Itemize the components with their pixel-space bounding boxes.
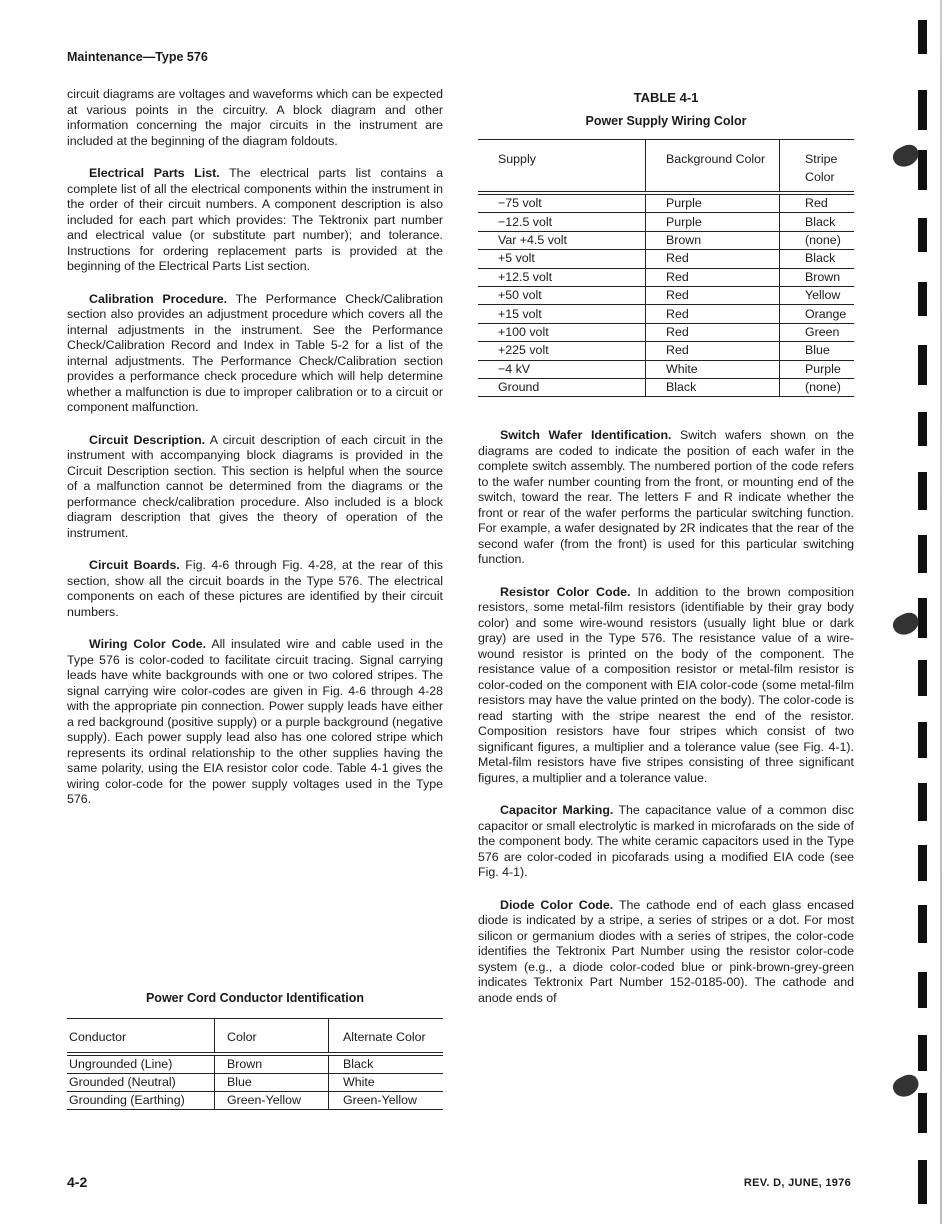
section-heading: Circuit Description.	[89, 432, 206, 447]
section-heading: Switch Wafer Identification.	[500, 428, 672, 442]
column-header-background-color: Background Color	[646, 140, 780, 194]
cell-background: Red	[646, 323, 780, 341]
binder-mark	[918, 845, 927, 881]
table-row	[478, 231, 854, 249]
table-row	[478, 286, 854, 304]
cell-background: Red	[646, 305, 780, 323]
section-heading: Circuit Boards.	[89, 558, 180, 572]
section-heading: Electrical Parts List.	[89, 166, 220, 180]
binder-mark	[918, 1160, 927, 1204]
binder-mark	[918, 598, 927, 638]
left-column	[67, 87, 443, 808]
power-supply-wiring-color-table	[478, 139, 854, 397]
section-body: The cathode end of each glass encased diode is indicated by a stripe, a series of stripes or a dot. For most silicon or germanium diodes with a series of stripes, the color-code identifies the Tektronix Part Number using the resistor color-code system (e.g., a diode color-coded blue or pink-brown-grey-green indicates Tektronix Part Number 152-0185-00). The cathode and anode ends of	[478, 897, 855, 1005]
section-body: The capacitance value of a common disc capacitor or small electrolytic is marked in microfarads on the side of the component body. The white ceramic capacitors used in the Type 576 are color-coded in picofarads using a modified EIA code (see Fig. 4-1).	[478, 803, 855, 879]
column-header-conductor: Conductor	[69, 1030, 127, 1044]
section-body: The Performance Check/Calibration section also provides an adjustment procedure which covers all the internal adjustments in the instrument. See the Performance Check/Calibration Record and Index in Table 5-2 for a list of the internal adjustments. The Performance Check/Calibration section provides a performance check procedure which will help determine whether a malfunction is due to improper calibration or to a circuit or component malfunction.	[67, 291, 444, 414]
table-row	[478, 213, 854, 231]
section-heading: Resistor Color Code.	[500, 584, 631, 599]
section-electrical-parts-list	[67, 166, 443, 275]
power-cord-table-title: Power Cord Conductor Identification	[145, 991, 365, 1005]
cell-supply: +12.5 volt	[498, 269, 553, 284]
section-heading: Capacitor Marking.	[500, 803, 614, 817]
table-4-1-title: Power Supply Wiring Color	[585, 114, 747, 128]
cell-background: Red	[646, 268, 780, 286]
cell-background: White	[646, 360, 780, 378]
cell-color: Blue	[215, 1074, 329, 1092]
page-number: 4-2	[67, 1174, 88, 1190]
section-body: All insulated wire and cable used in the Type 576 is color-coded to facilitate circuit tracing. Signal carrying leads have white backgrounds with one or two colored stripes. The signal carrying wire color-codes are given in Fig. 4-6 through 4-28 with the appropriate pin connection. Power supply leads have either a red background (positive supply) or a purple background (negative supply). Each power supply lead also has one colored stripe which represents its ordinal relationship to the other supplies having the same polarity, using the EIA resistor color code. Table 4-1 gives the wiring color-code for the power supply voltages used in the Type 576.	[67, 637, 444, 806]
cell-background: Purple	[646, 193, 780, 213]
table-row	[478, 342, 854, 360]
binder-mark	[918, 535, 927, 573]
cell-background: Red	[646, 286, 780, 304]
intro-paragraph: circuit diagrams are voltages and waveforms which can be expected at various points in the circuitry. A block diagram and other information concerning the major circuits in the instrument are included at the beginning of the diagram foldouts.	[67, 87, 443, 148]
section-heading: Diode Color Code.	[500, 897, 614, 912]
cell-supply: −12.5 volt	[498, 214, 553, 229]
section-wiring-color-code	[67, 637, 443, 808]
cell-background: Black	[646, 378, 780, 396]
cell-stripe: (none)	[805, 232, 841, 247]
binder-mark	[918, 660, 927, 696]
cell-stripe: Purple	[805, 361, 841, 376]
section-body: Fig. 4-6 through Fig. 4-28, at the rear of this section, show all the circuit boards in the Type 576. The electrical components on each of these pictures are identified by their circuit numbers.	[67, 558, 443, 619]
table-row	[478, 250, 854, 268]
section-body: In addition to the brown composition resistors, some metal-film resistors (identifiable by their gray body color) and some wire-wound resistors (usually light blue or dark gray) are used in the Type 576. The resistance value of a wire-wound resistor is printed on the body of the component. The resistance value of a composition resistor or metal-film resistor is color-coded on the component with EIA color-code (some metal-film resistors may have the value printed on the body). The color-code is read starting with the stripe nearest the end of the resistor. Composition resistors have four stripes which consist of two significant figures, a multiplier and a tolerance value (see Fig. 4-1). Metal-film resistors have five stripes consisting of three significant figures, a multiplier and a tolerance value.	[478, 584, 854, 785]
table-row	[478, 360, 854, 378]
section-resistor-color-code	[478, 585, 854, 787]
binder-mark	[918, 90, 927, 130]
binder-mark	[918, 905, 927, 943]
section-capacitor-marking	[478, 803, 854, 881]
cell-alternate-color: Black	[343, 1057, 374, 1071]
cell-conductor: Grounding (Earthing)	[69, 1093, 185, 1107]
binder-mark	[918, 282, 927, 316]
table-row	[478, 378, 854, 396]
cell-supply: Var +4.5 volt	[498, 232, 567, 247]
cell-conductor: Ungrounded (Line)	[69, 1057, 173, 1071]
power-cord-conductor-table	[67, 1018, 443, 1110]
binder-mark	[918, 218, 927, 252]
table-row	[478, 305, 854, 323]
cell-supply: +225 volt	[498, 343, 549, 358]
table-header-row	[67, 1019, 443, 1055]
cell-color: Brown	[215, 1054, 329, 1074]
section-body: The electrical parts list contains a complete list of all the electrical components within the instrument in the order of their circuit numbers. A component description is also included for each part which provides: The Tektronix part number and electrical value (or substitute part number); and tolerance. Instructions for ordering replacement parts is provided at the beginning of the Electrical Parts List section.	[67, 166, 443, 273]
binder-mark	[918, 472, 927, 510]
binder-mark	[918, 20, 927, 54]
section-heading: Calibration Procedure.	[89, 291, 228, 306]
binder-mark	[918, 150, 927, 190]
binder-mark	[918, 1093, 927, 1133]
table-row	[478, 268, 854, 286]
section-calibration-procedure	[67, 292, 443, 416]
table-4-1-number: TABLE 4-1	[633, 90, 699, 105]
binder-mark	[918, 722, 927, 758]
section-diode-color-code	[478, 898, 854, 1007]
table-row	[478, 323, 854, 341]
cell-supply: +100 volt	[498, 324, 549, 339]
cell-stripe: Yellow	[805, 288, 841, 303]
cell-stripe: Blue	[805, 343, 830, 358]
cell-supply: −75 volt	[498, 196, 542, 211]
column-header-supply: Supply	[498, 152, 536, 166]
section-switch-wafer-identification	[478, 428, 854, 568]
cell-stripe: Red	[805, 196, 828, 211]
table-header-row	[478, 140, 854, 194]
cell-stripe: Brown	[805, 269, 841, 284]
binder-mark	[918, 972, 927, 1008]
binder-mark	[918, 783, 927, 821]
running-header: Maintenance—Type 576	[67, 50, 208, 64]
cell-background: Purple	[646, 213, 780, 231]
revision-date: REV. D, JUNE, 1976	[743, 1177, 851, 1189]
cell-supply: +5 volt	[498, 251, 535, 266]
section-body: Switch wafers shown on the diagrams are coded to indicate the position of each wafer in the complete switch assembly. The numbered portion of the code refers to the wafer number counting from the front, or mounting end of the switch, toward the rear. The letters F and R indicate whether the front or rear of the wafer performs the particular switching function. For example, a wafer designated by 2R indicates that the rear of the second wafer (from the front) is used for this particular switching function.	[478, 428, 854, 566]
section-heading: Wiring Color Code.	[89, 637, 207, 651]
column-header-color: Color	[215, 1019, 329, 1055]
section-circuit-boards	[67, 558, 443, 620]
table-row	[478, 193, 854, 213]
section-circuit-description	[67, 433, 443, 542]
table-row	[67, 1074, 443, 1092]
binder-mark	[918, 345, 927, 385]
cell-stripe: (none)	[805, 380, 841, 395]
cell-alternate-color: Green-Yellow	[343, 1093, 417, 1107]
cell-background: Red	[646, 342, 780, 360]
cell-supply: +50 volt	[498, 288, 542, 303]
binder-mark	[918, 1035, 927, 1071]
cell-background: Brown	[646, 231, 780, 249]
column-header-alternate-color: Alternate Color	[343, 1030, 426, 1044]
binder-mark	[918, 412, 927, 446]
table-row	[67, 1092, 443, 1110]
cell-alternate-color: White	[343, 1075, 375, 1089]
section-body: A circuit description of each circuit in the instrument with accompanying block diagrams is provided in the Circuit Description section. This section is helpful when the source of a malfunction cannot be determined from the diagrams or the performance check/calibration procedure. Also included is a block diagram description that gives the theory of operation of the instrument.	[67, 432, 444, 540]
cell-stripe: Black	[805, 214, 836, 229]
cell-supply: Ground	[498, 380, 540, 395]
page-edge-shadow	[940, 0, 942, 1224]
cell-stripe: Black	[805, 251, 836, 266]
cell-background: Red	[646, 250, 780, 268]
table-row	[67, 1054, 443, 1074]
cell-stripe: Green	[805, 324, 840, 339]
cell-supply: −4 kV	[498, 361, 531, 376]
cell-supply: +15 volt	[498, 306, 542, 321]
cell-color: Green-Yellow	[215, 1092, 329, 1110]
cell-stripe: Orange	[805, 306, 847, 321]
right-column	[478, 428, 854, 1006]
column-header-stripe-color: Stripe Color	[805, 152, 838, 184]
cell-conductor: Grounded (Neutral)	[69, 1075, 176, 1089]
